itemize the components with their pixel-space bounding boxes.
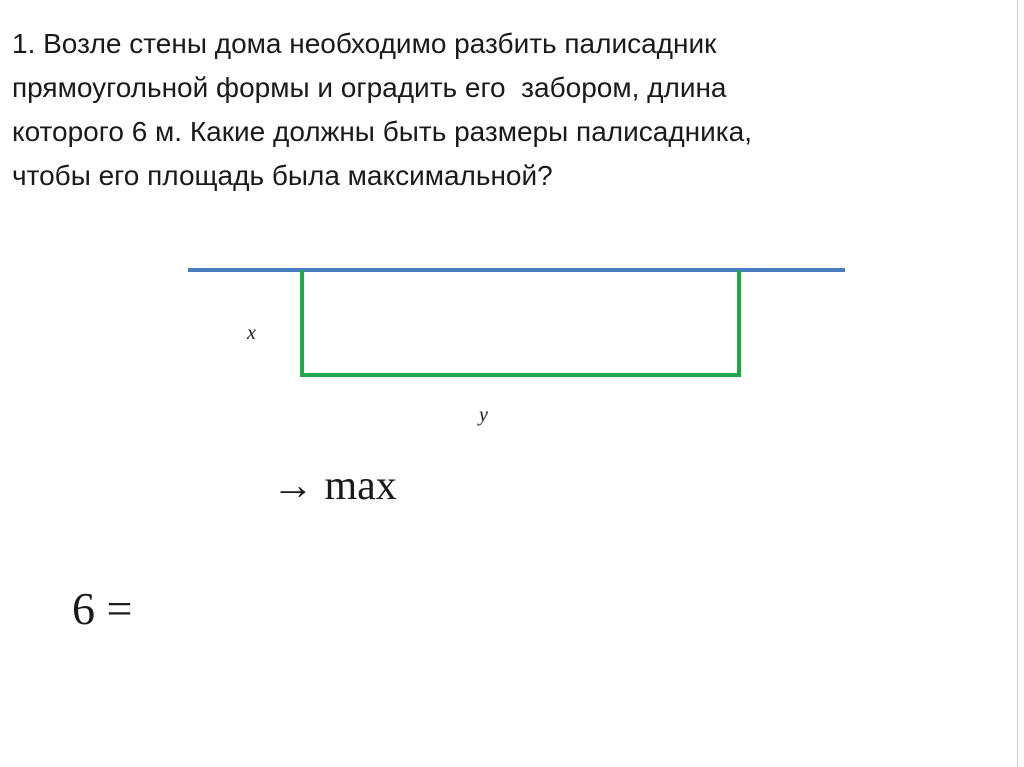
fence-outline [302, 270, 739, 375]
problem-line-3: которого 6 м. Какие должны быть размеры палисадника, [12, 116, 752, 147]
problem-line-4: чтобы его площадь была максимальной? [12, 160, 553, 191]
side-label-y: y [479, 404, 488, 426]
side-label-x: x [247, 322, 256, 344]
arrow-max-expression: → max [272, 463, 397, 509]
problem-line-2: прямоугольной формы и оградить его забором, длина [12, 72, 727, 103]
problem-line-1: 1. Возле стены дома необходимо разбить палисадник [12, 28, 717, 59]
six-equals-expression: 6 = [72, 583, 133, 634]
